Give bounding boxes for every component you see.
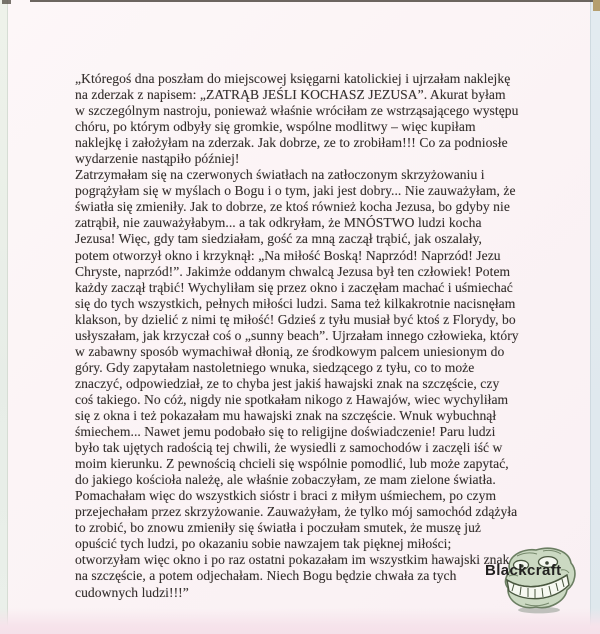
text-line: Jezusa! Więc, gdy tam siedziałam, gość za mną zaczął trąbić, jak oszalały,	[75, 231, 483, 247]
scan-top-edge-line	[30, 0, 600, 2]
text-line: zatrąbił, nie zauważyłabym... a tak odkryłam, że MNÓSTWO ludzi kocha	[75, 215, 482, 231]
text-line: moim kierunku. Z pewnością chcieli się wspólnie pomodlić, lub może zapytać,	[75, 456, 509, 472]
scan-right-edge	[590, 0, 600, 634]
text-line: światła się zmieniły. Jak to dobrze, ze ktoś również kocha Jezusa, bo gdyby nie	[75, 199, 510, 215]
text-line: cudownych ludzi!!!”	[75, 584, 189, 600]
text-line: znaczyć, odpowiedział, ze to chyba jest jakiś hawajski znak na szczęście, czy	[75, 375, 500, 391]
text-line: w szczególnym nastroju, ponieważ właśnie wróciłam ze wstrząsającego występu	[75, 103, 519, 119]
text-line: potem otworzył okno i krzyknął: „Na miłość Boską! Naprzód! Naprzód! Jezu	[75, 247, 501, 263]
text-line: w zabawny sposób wymachiwał dłonią, ze środkowym palcem uniesionym do	[75, 343, 505, 359]
text-line: Chryste, naprzód!”. Jakimże oddanym chwalcą Jezusa był ten człowiek! Potem	[75, 263, 511, 279]
text-line: Zatrzymałam się na czerwonych światłach na zatłoczonym skrzyżowaniu i	[75, 167, 485, 183]
text-line: każdy zaczął trąbić! Wychyliłam się przez okno i zaczęłam machać i uśmiechać	[75, 279, 513, 295]
scan-top-right-mark	[593, 0, 600, 11]
text-line: Pomachałam więc do wszystkich sióstr i braci z miłym uśmiechem, po czym	[75, 488, 497, 504]
letter-text	[75, 71, 560, 601]
text-line: przejechałam przez skrzyżowanie. Zauważyłam, że tylko mój samochód zdążyła	[75, 504, 518, 520]
text-line: było tak ujętych radością tej chwili, że wysiedli z samochodów i zaczęli iść w	[75, 440, 503, 456]
text-line: naklejkę i założyłam na zderzak. Jak dobrze, ze to zrobiłam!!! Co za podniosłe	[75, 135, 508, 151]
text-line: otworzyłam więc okno i po raz ostatni pokazałam im wszystkim hawajski znak	[75, 552, 510, 568]
text-line: na zderzak z napisem: „ZATRĄB JEŚLI KOCHASZ JEZUSA”. Akurat byłam	[75, 87, 506, 103]
text-line: opuścić tych ludzi, po okazaniu sobie nawzajem tak pięknej miłości;	[75, 536, 452, 552]
text-line: się z okna i też pokazałam mu hawajski znak na szczęście. Wnuk wybuchnął	[75, 407, 497, 423]
scan-top-left-mark	[2, 0, 11, 4]
text-line: na szczęście, a potem odjechałam. Niech Bogu będzie chwała za tych	[75, 568, 457, 584]
text-line: wydarzenie nastąpiło później!	[75, 151, 240, 167]
text-line: „Któregoś dna poszłam do miejscowej księgarni katolickiej i ujrzałam naklejkę	[75, 71, 511, 86]
text-line: coś takiego. No cóż, nigdy nie spotkałam nikogo z Hawajów, wiec wychyliłam	[75, 391, 509, 407]
text-line: pogrążyłam się w myślach o Bogu i o tym, jaki jest dobry... Nie zauważyłam, że	[75, 183, 516, 199]
text-line: usłyszałam, jak krzyczał coś o „sunny beach”. Ujrzałam innego człowieka, który	[75, 327, 519, 343]
text-line: góry. Gdy zapytałam nastoletniego wnuka, siedzącego z tyłu, co to może	[75, 359, 475, 375]
text-line: się do tych wszystkich, pełnych miłości ludzi. Sama też kilkakrotnie nacisnęłam	[75, 295, 516, 311]
text-line: śmiechem... Nawet jemu podobało się to religijne doświadczenie! Paru ludzi	[75, 424, 496, 440]
text-line: do jakiego kościoła należę, ale właśnie zobaczyłam, ze mam zielone światła.	[75, 472, 496, 488]
text-line: to zrobić, bo znowu zmieniły się światła i poczułam smutek, że muszę już	[75, 520, 482, 536]
text-line: klakson, by dzielić z nimi tę miłość! Gdzieś z tyłu musiał być ktoś z Florydy, bo	[75, 311, 516, 327]
text-line: chóru, po którym odbyły się gromkie, wspólne modlitwy – więc kupiłam	[75, 119, 476, 135]
watermark-label: Blackcraft	[485, 562, 562, 579]
scan-left-edge	[0, 0, 8, 634]
